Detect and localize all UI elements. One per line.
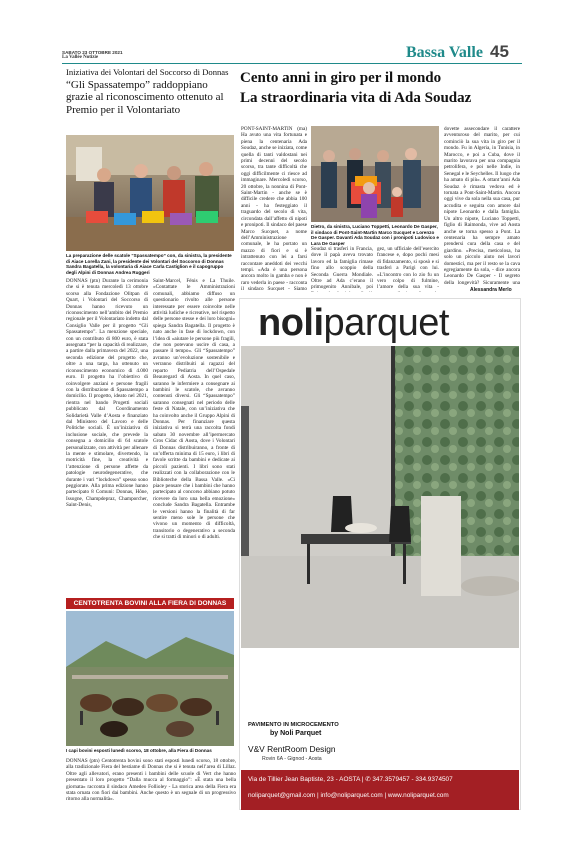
ad-footer-address: Via de Tillier Jean Baptiste, 23 - AOSTA | ✆ 347.3579457 - 334.9374507	[248, 776, 453, 783]
cow-fair-banner: CENTOTRENTA BOVINI ALLA FIERA DI DONNAS	[66, 598, 234, 609]
header-rule	[62, 63, 522, 64]
right-col1: PONT-SAINT-MARTIN (ma) Ha avuto una vita fortunata e piena la centenaria Ada Soudaz, anche se iniziata, come quella di tanti valdostani nei primi decenni del secolo scorso, tra tante difficoltà che oggi difficilmente ci riesce ad immaginare. Mercoledì scorso, 20 ottobre, la nonnina di Pont-Saint-Martin - anche se è difficile credere che abbia 100 anni - ha festeggiato il traguardo del secolo di vita, circondata dall’affetto di nipoti e pronipoti. Il sindaco del paese Marco Sucquet, a nome dell’Amministrazione comunale, le ha portato un mazzo di fiori e si è intrattenuto con lei a farsi raccontare aneddoti dei vecchi tempi. «Ada è una persona ancora molto in gamba e non è raro vederla in paese - racconta il sindaco Sucquet - Siamo	[241, 126, 307, 292]
ad-designer-name: V&V RentRoom Design	[248, 744, 336, 754]
cow-article-text: DONNAS (ptn) Centotrenta bovini sono stati esposti lunedì scorso, 18 ottobre, alla tradizionale Fiera del bestiame di Donnas che si è tenuta nell’area di Lillaz. Oltre agli allevatori, erano presenti i bambini delle scuole di Vert che hanno presentato il loro progetto “Dalla mucca al formaggio”: «È stata una bella giornata» racconta il sindaco Amedeo Follioley - La storica area della Fiera era stata ornata con fiori dai bambini. Anche questo è un segnale di un progressivo ritorno alla normalità».	[66, 758, 236, 803]
header-paper: La Vallée Notizie	[62, 55, 99, 60]
left-kicker: Iniziativa dei Volontari del Soccorso di Donnas	[66, 67, 229, 77]
ad-interior-art	[241, 346, 519, 648]
cows-photo-caption: I capi bovini esposti lunedì scorso, 18 ottobre, alla Fiera di Donnas	[66, 748, 212, 753]
volunteers-photo-caption: La preparazione delle scatole “Spassatempo” con, da sinistra, la presidente di Aiace Lorella Zani, la presidente dei Volontari del Soccorso di Donnas Sandra Bagatella, la volontaria di Aiace Carla Castiglion e il capogruppo degli Alpini di Donnas Andrea Ruggeri	[66, 253, 232, 275]
family-photo-art	[311, 126, 439, 222]
right-col4: dovette assecondare il carattere avventuroso del marito, per cui cominciò la sua vita in giro per il mondo. Fu in Algeria, in Tunisia, in Marocco, e poi a Cuba, dove il marito lavorava per una compagnia petrolifera, e poi nelle Indie, in Senegal e le Seychelles. Il luogo che ha amato di più». A ottant’anni Ada Soudaz è rimasta vedova ed è tornata a Pont-Saint-Martin. Ancora oggi vive da sola nella sua casa, pur accudita e seguita con amore dal nipote Leonardo e dalla famiglia. Un altro nipote, Luciano Toppetti, figlio di Raimonda, vive ad Aosta anche se torna spesso a Pont. La centenaria ha sempre amato prendersi cura della casa e del giardino. «Precisa, meticolosa, ha solo un piccolo aiuto nei lavori domestici, ma per il resto se la cava egregiamente da sola, - dice ancora Leonardo De Gasper - Il segreto della longevità? Sicuramente una	[444, 126, 520, 286]
volunteers-photo	[66, 135, 234, 251]
right-byline: Alessandra Merlo	[470, 287, 512, 293]
ad-microcement-title: PAVIMENTO IN MICROCEMENTO	[248, 722, 339, 728]
cows-photo	[66, 611, 234, 746]
ad-footer-contacts: noliparquet@gmail.com | info@noliparquet.com | www.noliparquet.com	[248, 792, 449, 799]
right-headline-1: Cento anni in giro per il mondo	[240, 70, 442, 86]
left-col2: Saint-Marcel, Fénis e La Thuile. «Contattate le Amministrazioni comunali, abbiamo diffuso un questionario rivolto alle persone interessate per essere coinvolte nelle attività ludiche e ricreative, nel rispetto delle persone stesse e dei loro bisogni» spiega Sandra Bagatella. Il progetto è nato anche in fase di lockdown, con l’idea di «aiutare le persone più fragili, che non potevano uscire di casa, a passare il tempo». Gli “Spassatempo” avranno un’evoluzione sostenibile e verranno distribuiti ai ragazzi del reparto Pediatria dell’Ospedale Beauregard di Aosta. In quel caso, saranno le infermiere a consegnare ai bambini le scatole, che avranno contenuti diversi. Gli “Spassatempo” saranno consegnati nel periodo delle feste di Natale, con un’iniziativa che ha coinvolto anche il Gruppo Alpini di Donnas. Per finanziare questa iniziativa si terrà una raccolta fondi sabato 30 novembre all’ipermercato Gros Cidac di Aosta, dove i Volontari di Donnas distribuiranno, a fronte di un’offerta minima di 15 euro, i libri di favole scritte da bambini e dedicate ai piccoli pazienti. I libri sono stati realizzati con la collaborazione con le Biblioteche della Bassa Valle. «Ci piace pensare che i bambini che hanno partecipato al concorso abbiano potuto ricevere da loro una bella emozione» conclude Sandra Bagatella. Entrambe le versioni hanno la finalità di far sentire meno sole le persone che vivono un momento di difficoltà, transitorio o degenerativo a seconda che si tratti di minori o di adulti.	[153, 278, 235, 541]
cows-photo-art	[66, 611, 234, 746]
section-title: Bassa Valle	[406, 44, 483, 61]
right-headline-2: La straordinaria vita di Ada Soudaz	[240, 90, 472, 106]
ad-brand-prefix: noli	[258, 302, 324, 344]
ad-by-noli: by Noli Parquet	[270, 730, 322, 737]
left-headline: “Gli Spassatempo” raddoppiano grazie al riconoscimento ottenuto al Premio per il Volontariato	[66, 79, 224, 116]
header-date: SABATO 23 OTTOBRE 2021	[62, 50, 123, 55]
family-photo	[311, 126, 439, 222]
ad-brand-suffix: parquet	[323, 302, 449, 344]
right-col3: gez, un ufficiale dell’esercito francese e, dopo pochi mesi di fidanzamento, si sposò e si trasferì a Parigi con lui. «L’incontro con lo zio fu un vero colpo di fulmine, l’amore della sua vita -	[377, 246, 439, 291]
ad-designer-address: Rovin 6A - Gignod - Aosta	[262, 756, 322, 762]
ad-interior-photo	[241, 346, 519, 648]
right-col2: Soudaz si trasferì in Francia, dove il papà aveva trovato lavoro ed la famiglia rimase fino allo scoppio della Seconda Guerra Mondiale. Oltre ad Ada c’erano il primogenito Annibale, poi	[311, 246, 373, 291]
family-photo-caption: Dietro, da sinistra, Luciano Toppetti, Leonardo De Gasper, il sindaco di Pont-Saint-Martin Marco Sucquet e Lorenzo De Gasper. Davanti Ada Soudaz con i pronipoti Ludovico e Lara De Gasper	[311, 224, 439, 246]
volunteers-photo-art	[66, 135, 234, 251]
ad-brand-logo	[258, 302, 449, 345]
page-number: 45	[490, 42, 509, 61]
left-col1: DONNAS (ptn) Durante la cerimonia che si è tenuta mercoledì 13 ottobre scorso alla Fondazione Olitpan di Quart, i Volontari del Soccorso di Donnas hanno ricevuto un riconoscimento nell’ambito del Premio regionale per il Volontariato indetto dal Consiglio Valle per il progetto “Gli Spassatempo”. La menzione speciale, con un contributo di 800 euro, è stata assegnata “per la capacità di realizzare, a partire dalla primavera del 2022, una seconda edizione del progetto che, oltre a una targa, ha ottenuto un riconoscimento economico di 4.000 euro. Il progetto ha l’obiettivo di coinvolgere anziani e persone fragili con la distribuzione di Spassatempo a domicilio. Il progetto, ideato nel 2021, rientra nel bando Progetti sociali pubblicato dal Coordinamento Solidarietà Valle d’Aosta e finanziato dal Ministero del Lavoro e delle Politiche sociali. È un’iniziativa di inclusione sociale, che prevede la consegna a domicilio di 64 scatole personalizzate, con attività per allenare la mente e stimolare, divertendo, la motricità fine, la creatività e l’attenzione di persone affette da patologie neurodegenerative, che durante i vari “lockdown” spesso sono peggiorate. Alla prima edizione hanno partecipato 8 Comuni: Donnas, Hône, Issogne, Champdepraz, Champorcher, Saint-Denis,	[66, 278, 148, 509]
